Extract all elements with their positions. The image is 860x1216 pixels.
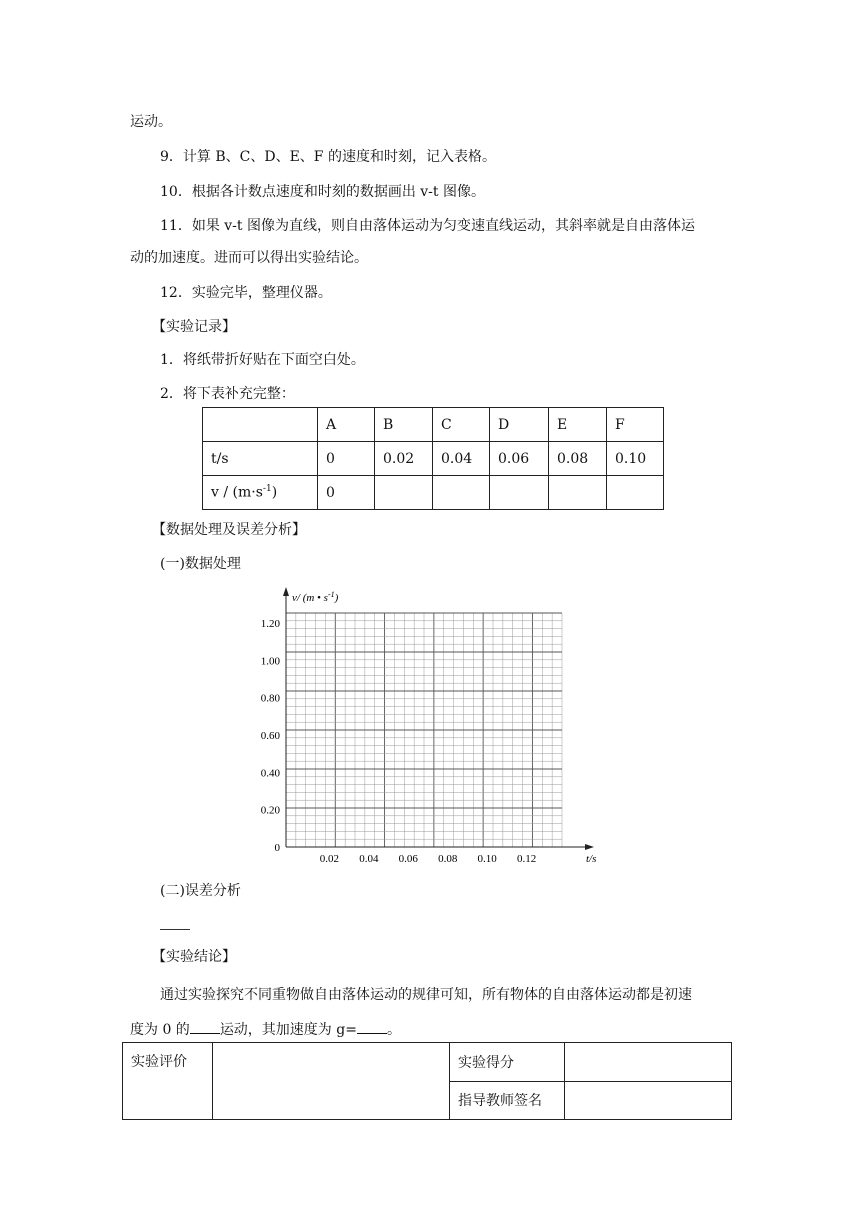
conclusion-heading: 【实验结论】 bbox=[152, 949, 236, 965]
table-cell: B bbox=[375, 408, 433, 442]
step-12: 12．实验完毕，整理仪器。 bbox=[160, 285, 332, 301]
table-cell: 0.04 bbox=[433, 442, 490, 476]
conclusion-text-c: 。 bbox=[386, 1022, 401, 1038]
table-cell: 0.10 bbox=[607, 442, 664, 476]
step-10: 10．根据各计数点速度和时刻的数据画出 v-t 图像。 bbox=[160, 184, 485, 200]
x-tick-label: 0.02 bbox=[319, 853, 340, 865]
table-cell: t/s bbox=[203, 442, 318, 476]
table-cell: A bbox=[318, 408, 375, 442]
g-blank[interactable] bbox=[357, 1019, 387, 1034]
record-heading: 【实验记录】 bbox=[152, 319, 236, 335]
step-11-line1: 11．如果 v-t 图像为直线，则自由落体运动为匀变速直线运动，其斜率就是自由落体运 bbox=[160, 218, 695, 234]
y-tick-label: 0.40 bbox=[260, 767, 280, 780]
data-table bbox=[202, 407, 664, 510]
table-row bbox=[123, 1043, 732, 1082]
teacher-input-cell[interactable] bbox=[565, 1081, 732, 1120]
answer-blank-line[interactable] bbox=[160, 929, 190, 930]
table-cell: C bbox=[433, 408, 490, 442]
table-cell[interactable] bbox=[607, 476, 664, 510]
table-row bbox=[203, 408, 664, 442]
conclusion-line-1: 通过实验探究不同重物做自由落体运动的规律可知，所有物体的自由落体运动都是初速 bbox=[160, 987, 692, 1003]
table-cell: 0.06 bbox=[490, 442, 549, 476]
table-cell: 0.08 bbox=[549, 442, 607, 476]
table-cell bbox=[203, 408, 318, 442]
table-cell: E bbox=[549, 408, 607, 442]
conclusion-text-a: 度为 0 的 bbox=[130, 1022, 190, 1038]
v-label: v / (m·s bbox=[211, 484, 263, 501]
y-tick-label: 0.60 bbox=[260, 730, 280, 742]
y-axis-label-text: v/ (m • s bbox=[292, 592, 328, 604]
x-tick-label: 0.08 bbox=[438, 853, 458, 865]
v-label-close: ) bbox=[271, 484, 278, 501]
teacher-label-cell: 指导教师签名 bbox=[450, 1081, 565, 1120]
table-row bbox=[203, 442, 664, 476]
table-cell[interactable] bbox=[490, 476, 549, 510]
score-label-cell: 实验得分 bbox=[450, 1043, 565, 1082]
table-row bbox=[203, 476, 664, 510]
x-tick-label: 0.12 bbox=[516, 853, 537, 865]
record-item-2: 2．将下表补充完整： bbox=[160, 386, 295, 402]
y-tick-label: 0.80 bbox=[260, 692, 280, 705]
y-tick-label: 1.20 bbox=[260, 618, 280, 630]
y-axis-arrow bbox=[283, 587, 289, 596]
conclusion-text-b: 运动，其加速度为 g= bbox=[219, 1022, 357, 1038]
y-tick-label: 0 bbox=[274, 842, 280, 854]
analysis-heading: 【数据处理及误差分析】 bbox=[152, 522, 306, 538]
step-continuation: 运动。 bbox=[130, 114, 172, 130]
analysis-sub-1: (一)数据处理 bbox=[160, 556, 241, 572]
table-cell: 0.02 bbox=[375, 442, 433, 476]
eval-label-cell: 实验评价 bbox=[123, 1043, 213, 1120]
x-axis-arrow bbox=[585, 844, 594, 850]
y-axis-label-sup: -1 bbox=[327, 590, 335, 599]
x-tick-label: 0.10 bbox=[477, 853, 497, 865]
score-input-cell[interactable] bbox=[565, 1043, 732, 1082]
table-cell[interactable] bbox=[549, 476, 607, 510]
x-tick-label: 0.06 bbox=[398, 853, 418, 865]
record-item-1: 1．将纸带折好贴在下面空白处。 bbox=[160, 352, 365, 368]
motion-blank[interactable] bbox=[190, 1019, 220, 1034]
table-cell: F bbox=[607, 408, 664, 442]
table-cell: 0 bbox=[318, 442, 375, 476]
x-axis-label: t/s bbox=[586, 853, 597, 865]
table-cell[interactable] bbox=[375, 476, 433, 510]
step-11-line2: 动的加速度。进而可以得出实验结论。 bbox=[130, 250, 368, 266]
table-cell[interactable]: 0 bbox=[318, 476, 375, 510]
v-label-sup: -1 bbox=[262, 484, 272, 495]
vt-graph bbox=[250, 585, 610, 870]
y-axis-label-close: ) bbox=[334, 592, 339, 604]
analysis-sub-2: (二)误差分析 bbox=[160, 883, 241, 899]
y-axis-label bbox=[292, 590, 339, 604]
table-cell[interactable] bbox=[433, 476, 490, 510]
eval-input-cell[interactable] bbox=[213, 1043, 450, 1120]
table-cell: D bbox=[490, 408, 549, 442]
evaluation-table bbox=[122, 1042, 732, 1120]
y-tick-label: 0.20 bbox=[260, 804, 280, 817]
step-9: 9．计算 B、C、D、E、F 的速度和时刻，记入表格。 bbox=[160, 149, 496, 165]
table-cell bbox=[203, 476, 318, 510]
y-tick-label: 1.00 bbox=[260, 655, 280, 668]
conclusion-line-2 bbox=[130, 1019, 401, 1040]
graph-grid bbox=[286, 613, 562, 847]
x-tick-label: 0.04 bbox=[359, 853, 379, 865]
